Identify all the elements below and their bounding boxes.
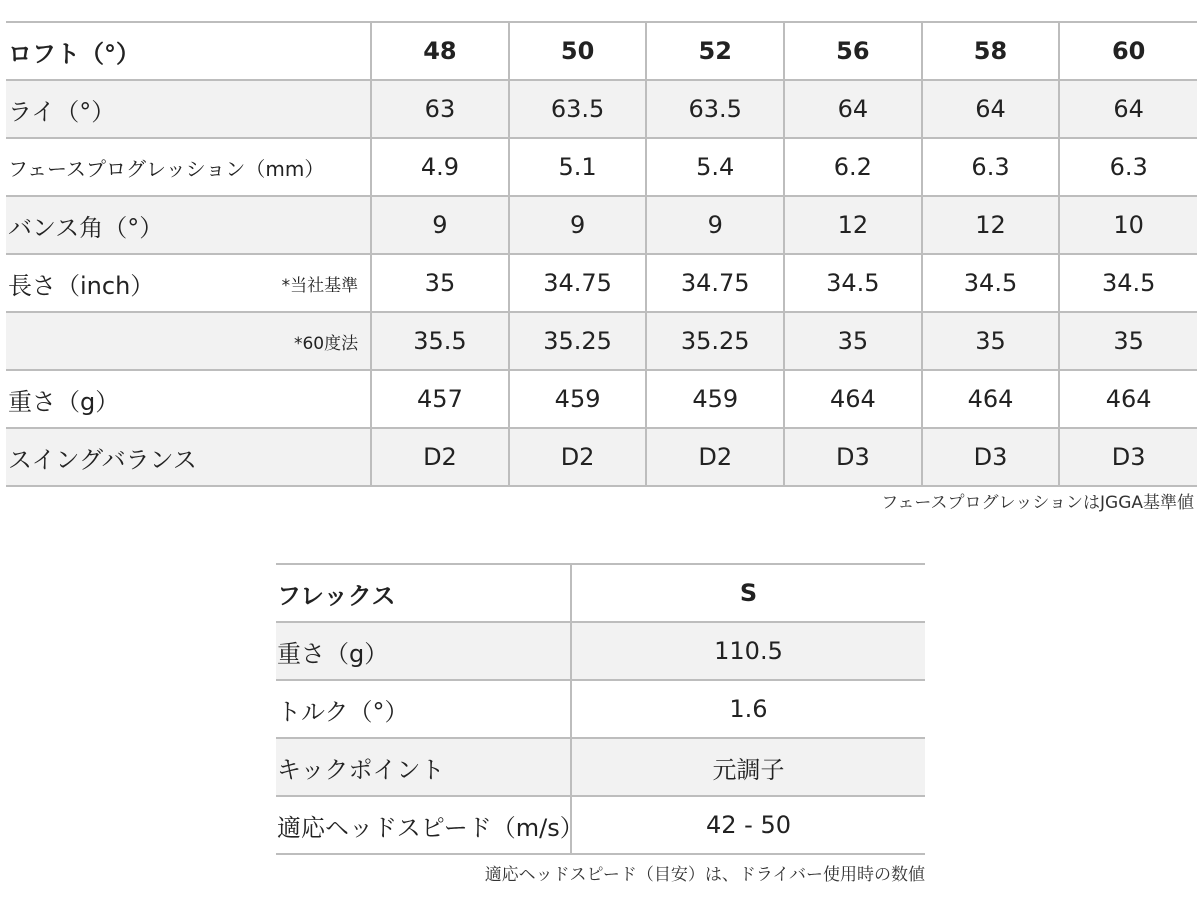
shaft-weight-row	[276, 622, 925, 680]
bounce-angle-label: バンス角（°）	[6, 196, 371, 254]
length-company-note: *当社基準	[281, 275, 359, 296]
weight-value: 457	[371, 370, 509, 428]
lie-value: 64	[1059, 80, 1197, 138]
length-value: 34.75	[509, 254, 647, 312]
torque-label: トルク（°）	[276, 680, 571, 738]
face-progression-value: 5.4	[646, 138, 784, 196]
bounce-angle-value: 12	[922, 196, 1060, 254]
face-progression-value: 5.1	[509, 138, 647, 196]
length-60deg-note: *60度法	[293, 333, 359, 354]
loft-value: 48	[371, 22, 509, 80]
length-60deg-value: 35	[922, 312, 1060, 370]
face-progression-label: フェースプログレッション（mm）	[6, 138, 371, 196]
swing-balance-row	[6, 428, 1197, 486]
bounce-angle-row	[6, 196, 1197, 254]
weight-value: 459	[646, 370, 784, 428]
loft-value: 60	[1059, 22, 1197, 80]
head-speed-row	[276, 796, 925, 854]
length-value: 34.75	[646, 254, 784, 312]
swing-balance-value: D3	[922, 428, 1060, 486]
swing-balance-value: D2	[371, 428, 509, 486]
kick-point-label: キックポイント	[276, 738, 571, 796]
weight-label: 重さ（g）	[6, 370, 371, 428]
shaft-footnote: 適応ヘッドスピード（目安）は、ドライバー使用時の数値	[484, 865, 925, 885]
weight-value: 459	[509, 370, 647, 428]
bounce-angle-value: 10	[1059, 196, 1197, 254]
lie-row	[6, 80, 1197, 138]
weight-row	[6, 370, 1197, 428]
lie-value: 63.5	[509, 80, 647, 138]
bounce-angle-value: 9	[646, 196, 784, 254]
head-speed-value: 42 - 50	[571, 796, 925, 854]
shaft-weight-label: 重さ（g）	[276, 622, 571, 680]
shaft-spec-table	[276, 563, 925, 855]
face-progression-value: 6.3	[922, 138, 1060, 196]
length-60deg-value: 35.25	[646, 312, 784, 370]
flex-label: フレックス	[276, 564, 571, 622]
lie-value: 63.5	[646, 80, 784, 138]
loft-value: 50	[509, 22, 647, 80]
torque-value: 1.6	[571, 680, 925, 738]
loft-value: 56	[784, 22, 922, 80]
face-progression-value: 6.2	[784, 138, 922, 196]
lie-value: 64	[784, 80, 922, 138]
length-value: 35	[371, 254, 509, 312]
length-60deg-value: 35.25	[509, 312, 647, 370]
bounce-angle-value: 9	[509, 196, 647, 254]
loft-value: 52	[646, 22, 784, 80]
lie-value: 63	[371, 80, 509, 138]
face-progression-value: 4.9	[371, 138, 509, 196]
face-progression-row	[6, 138, 1197, 196]
length-60deg-value: 35.5	[371, 312, 509, 370]
club-spec-table	[6, 21, 1197, 487]
length-company-row	[6, 254, 1197, 312]
kick-point-row	[276, 738, 925, 796]
length-value: 34.5	[922, 254, 1060, 312]
flex-value: S	[571, 564, 925, 622]
lie-label: ライ（°）	[6, 80, 371, 138]
face-progression-value: 6.3	[1059, 138, 1197, 196]
length-60deg-row	[6, 312, 1197, 370]
bounce-angle-value: 9	[371, 196, 509, 254]
length-label: 長さ（inch）	[8, 271, 155, 300]
length-value: 34.5	[1059, 254, 1197, 312]
head-speed-label: 適応ヘッドスピード（m/s）	[276, 796, 571, 854]
torque-row	[276, 680, 925, 738]
length-60deg-value: 35	[784, 312, 922, 370]
weight-value: 464	[1059, 370, 1197, 428]
lie-value: 64	[922, 80, 1060, 138]
shaft-weight-value: 110.5	[571, 622, 925, 680]
spec-footnote: フェースプログレッションはJGGA基準値	[881, 493, 1194, 513]
flex-header-row	[276, 564, 925, 622]
weight-value: 464	[922, 370, 1060, 428]
length-label-cell	[6, 254, 371, 312]
loft-value: 58	[922, 22, 1060, 80]
spec-header-row	[6, 22, 1197, 80]
loft-label: ロフト（°）	[6, 22, 371, 80]
swing-balance-value: D2	[509, 428, 647, 486]
bounce-angle-value: 12	[784, 196, 922, 254]
length-value: 34.5	[784, 254, 922, 312]
swing-balance-value: D3	[1059, 428, 1197, 486]
swing-balance-value: D3	[784, 428, 922, 486]
swing-balance-label: スイングバランス	[6, 428, 371, 486]
swing-balance-value: D2	[646, 428, 784, 486]
length-60deg-label-cell	[6, 312, 371, 370]
weight-value: 464	[784, 370, 922, 428]
kick-point-value: 元調子	[571, 738, 925, 796]
length-60deg-value: 35	[1059, 312, 1197, 370]
